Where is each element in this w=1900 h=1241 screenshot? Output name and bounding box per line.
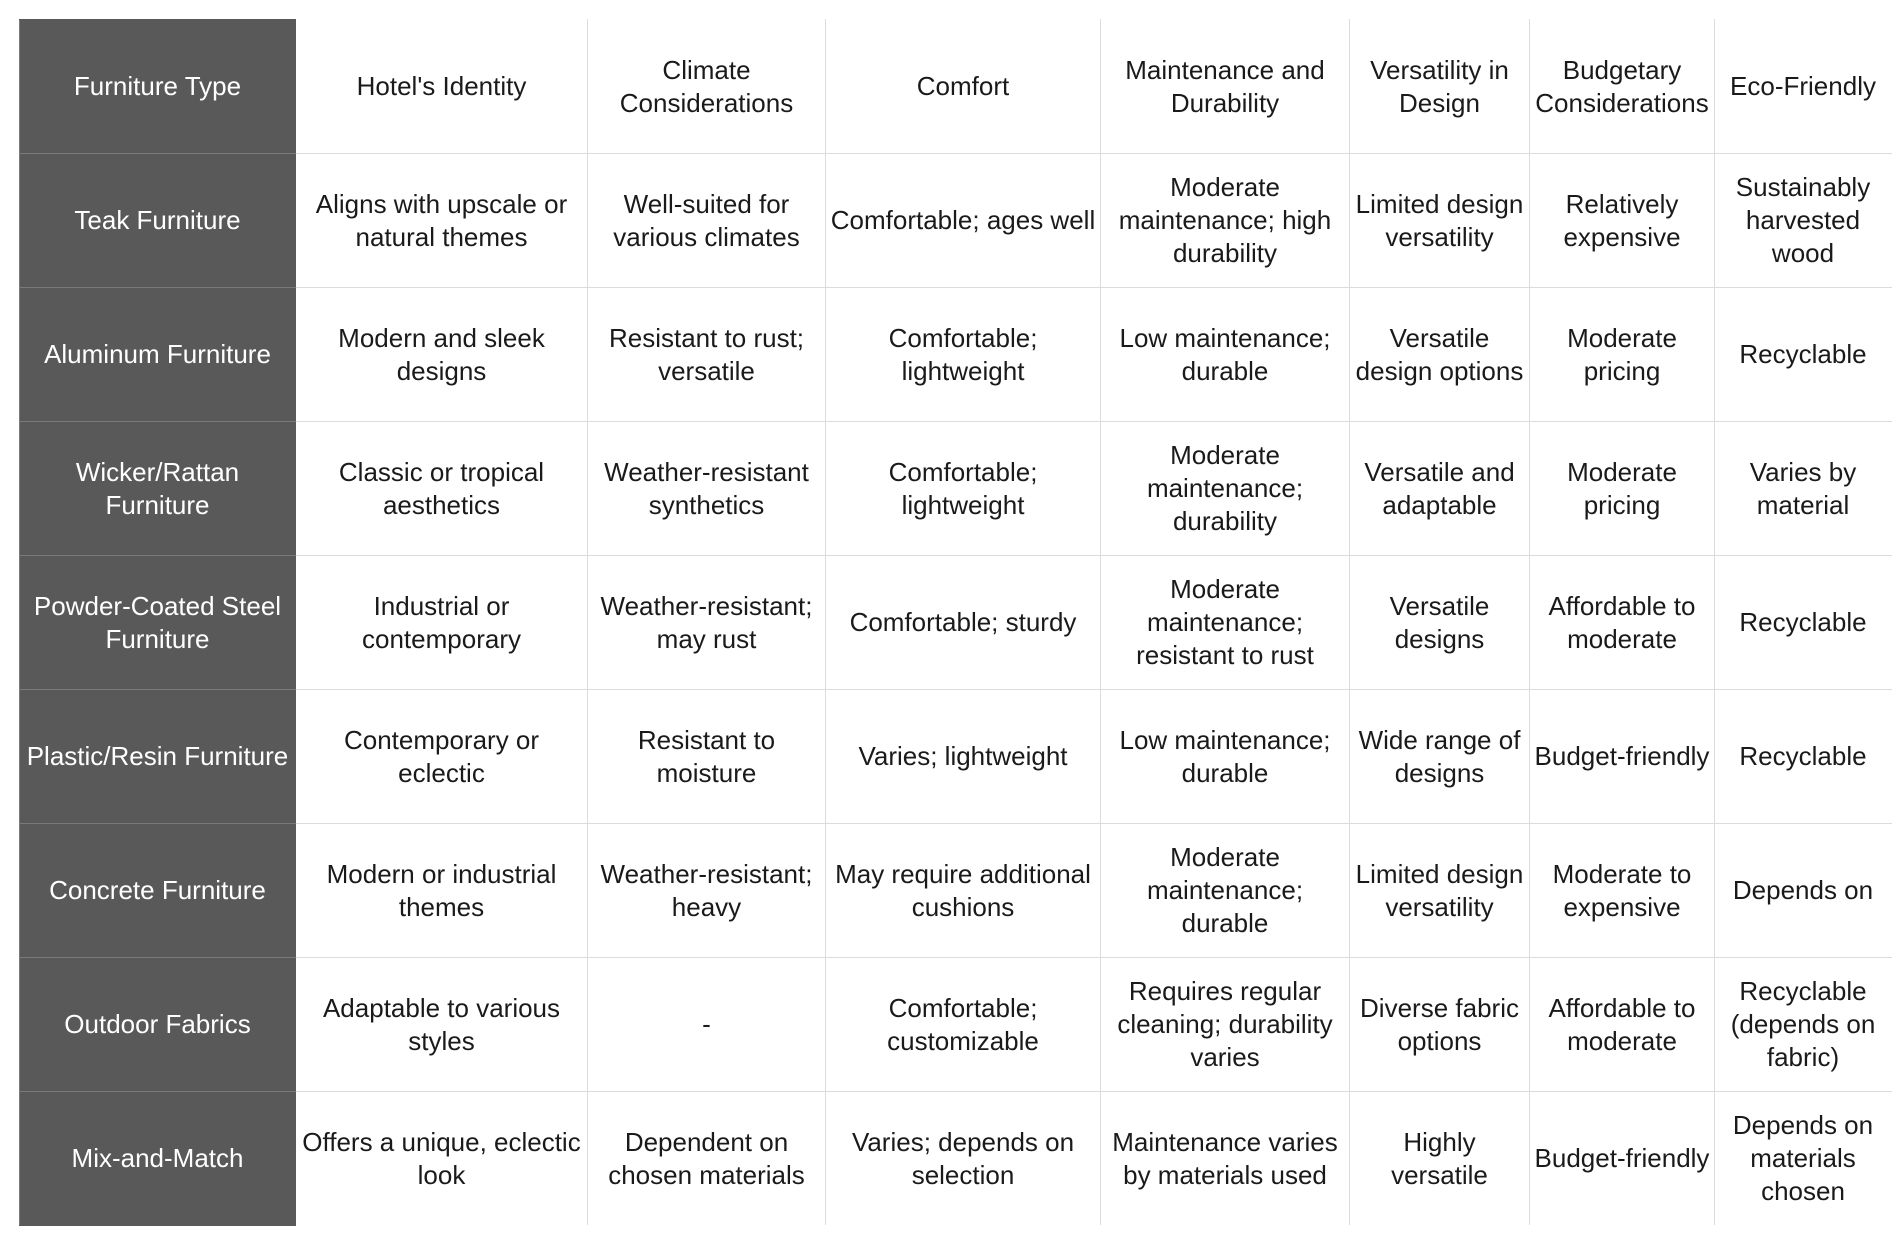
table-row: [20, 556, 1892, 690]
table-cell: Recyclable (depends on fabric): [1715, 958, 1892, 1092]
table-cell: Requires regular cleaning; durability varies: [1101, 958, 1350, 1092]
table-cell: Offers a unique, eclectic look: [296, 1092, 588, 1226]
column-header: Budgetary Considerations: [1530, 20, 1715, 154]
table-row: [20, 690, 1892, 824]
row-label-cell: Concrete Furniture: [20, 824, 296, 958]
table-cell: Versatile designs: [1350, 556, 1530, 690]
table-cell: Moderate maintenance; resistant to rust: [1101, 556, 1350, 690]
table-row: [20, 1092, 1892, 1226]
column-header: Climate Considerations: [588, 20, 826, 154]
table-cell: Highly versatile: [1350, 1092, 1530, 1226]
furniture-comparison-table: [19, 19, 1892, 1226]
table-row: [20, 422, 1892, 556]
table-cell: Relatively expensive: [1530, 154, 1715, 288]
table-cell: Limited design versatility: [1350, 154, 1530, 288]
table-cell: Moderate to expensive: [1530, 824, 1715, 958]
table-cell: Moderate maintenance; high durability: [1101, 154, 1350, 288]
table-cell: Depends on materials chosen: [1715, 1092, 1892, 1226]
table-cell: Resistant to moisture: [588, 690, 826, 824]
table-cell: Varies; depends on selection: [826, 1092, 1101, 1226]
row-label-cell: Teak Furniture: [20, 154, 296, 288]
table-cell: Comfortable; customizable: [826, 958, 1101, 1092]
table-cell: Weather-resistant; may rust: [588, 556, 826, 690]
table-cell: Versatile and adaptable: [1350, 422, 1530, 556]
row-label-cell: Powder-Coated Steel Furniture: [20, 556, 296, 690]
row-label-cell: Aluminum Furniture: [20, 288, 296, 422]
table-cell: Recyclable: [1715, 556, 1892, 690]
table-cell: Comfortable; lightweight: [826, 422, 1101, 556]
row-label-cell: Plastic/Resin Furniture: [20, 690, 296, 824]
table-cell: Depends on: [1715, 824, 1892, 958]
row-label-cell: Outdoor Fabrics: [20, 958, 296, 1092]
table-cell: Diverse fabric options: [1350, 958, 1530, 1092]
table-cell: -: [588, 958, 826, 1092]
table-cell: Industrial or contemporary: [296, 556, 588, 690]
row-label-cell: Wicker/Rattan Furniture: [20, 422, 296, 556]
column-header: Maintenance and Durability: [1101, 20, 1350, 154]
table-cell: Contemporary or eclectic: [296, 690, 588, 824]
table-cell: Recyclable: [1715, 690, 1892, 824]
row-label-cell: Mix-and-Match: [20, 1092, 296, 1226]
table-cell: Comfortable; lightweight: [826, 288, 1101, 422]
table-cell: Dependent on chosen materials: [588, 1092, 826, 1226]
table-cell: Moderate maintenance; durability: [1101, 422, 1350, 556]
table-row: [20, 824, 1892, 958]
table-cell: Moderate pricing: [1530, 288, 1715, 422]
table-cell: Affordable to moderate: [1530, 556, 1715, 690]
table-cell: Low maintenance; durable: [1101, 288, 1350, 422]
table-cell: Weather-resistant synthetics: [588, 422, 826, 556]
table-cell: Maintenance varies by materials used: [1101, 1092, 1350, 1226]
table-cell: Low maintenance; durable: [1101, 690, 1350, 824]
table-cell: Wide range of designs: [1350, 690, 1530, 824]
table-cell: Varies; lightweight: [826, 690, 1101, 824]
table-row: [20, 154, 1892, 288]
table-cell: Affordable to moderate: [1530, 958, 1715, 1092]
table-cell: Classic or tropical aesthetics: [296, 422, 588, 556]
table-cell: Moderate pricing: [1530, 422, 1715, 556]
table-cell: Comfortable; ages well: [826, 154, 1101, 288]
table-cell: Aligns with upscale or natural themes: [296, 154, 588, 288]
table-cell: Adaptable to various styles: [296, 958, 588, 1092]
table-cell: Weather-resistant; heavy: [588, 824, 826, 958]
table-cell: Varies by material: [1715, 422, 1892, 556]
table-cell: Well-suited for various climates: [588, 154, 826, 288]
table-cell: May require additional cushions: [826, 824, 1101, 958]
table-cell: Comfortable; sturdy: [826, 556, 1101, 690]
table-cell: Moderate maintenance; durable: [1101, 824, 1350, 958]
header-row: [20, 20, 1892, 154]
table-cell: Modern or industrial themes: [296, 824, 588, 958]
table-cell: Limited design versatility: [1350, 824, 1530, 958]
table-cell: Budget-friendly: [1530, 1092, 1715, 1226]
header-label-cell: Furniture Type: [20, 20, 296, 154]
comparison-table-container: [19, 19, 1892, 1226]
column-header: Versatility in Design: [1350, 20, 1530, 154]
table-cell: Sustainably harvested wood: [1715, 154, 1892, 288]
column-header: Eco-Friendly: [1715, 20, 1892, 154]
table-body: [20, 20, 1892, 1226]
table-cell: Versatile design options: [1350, 288, 1530, 422]
column-header: Hotel's Identity: [296, 20, 588, 154]
table-cell: Budget-friendly: [1530, 690, 1715, 824]
column-header: Comfort: [826, 20, 1101, 154]
table-row: [20, 958, 1892, 1092]
table-row: [20, 288, 1892, 422]
table-cell: Resistant to rust; versatile: [588, 288, 826, 422]
table-cell: Modern and sleek designs: [296, 288, 588, 422]
table-cell: Recyclable: [1715, 288, 1892, 422]
